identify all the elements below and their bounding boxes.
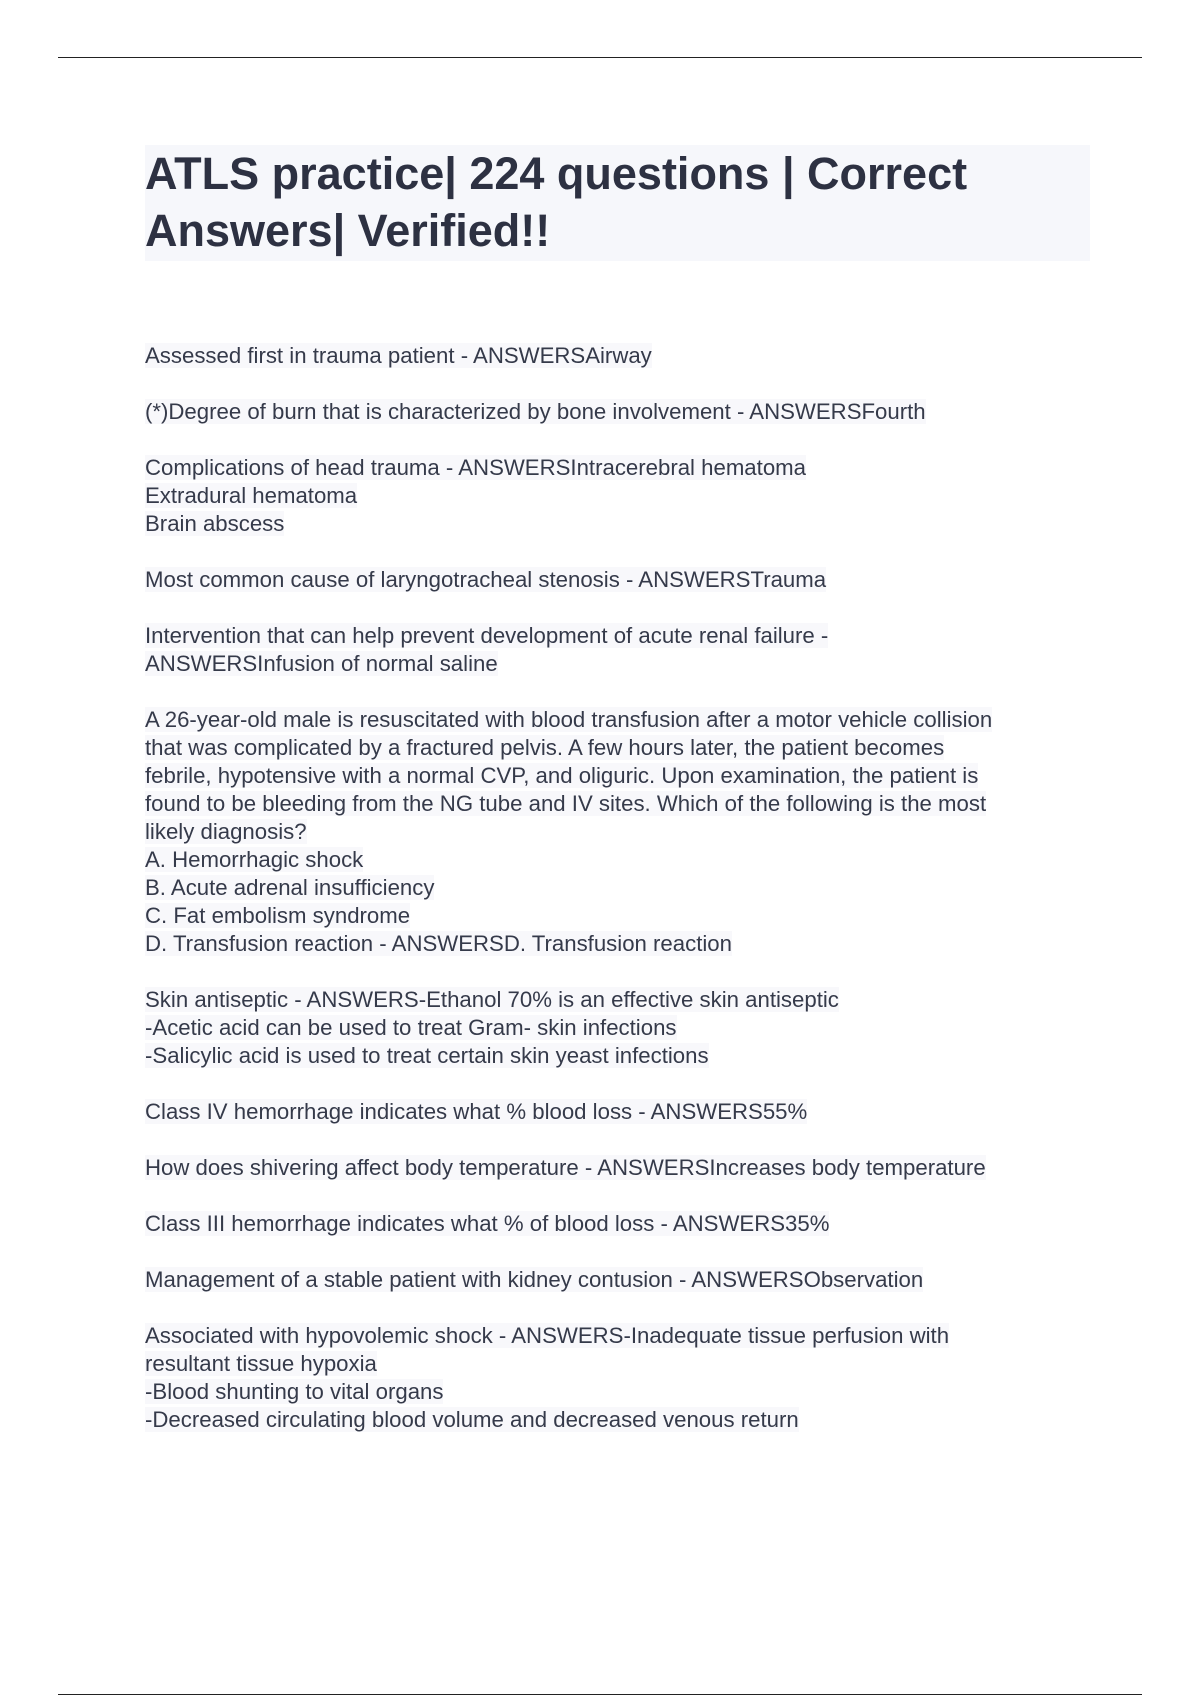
qa-item: Intervention that can help prevent development of acute renal failure - ANSWERSInfusion of normal saline xyxy=(145,623,829,676)
qa-item: Most common cause of laryngotracheal stenosis - ANSWERSTrauma xyxy=(145,567,827,592)
qa-item: Class III hemorrhage indicates what % of blood loss - ANSWERS35% xyxy=(145,1211,830,1236)
title-line-2: Answers| Verified!! xyxy=(145,205,551,256)
qa-item: Complications of head trauma - ANSWERSIntracerebral hematoma Extradural hematoma Brain abscess xyxy=(145,455,806,536)
title-line-1: ATLS practice| 224 questions | Correct xyxy=(145,148,968,199)
qa-item: Skin antiseptic - ANSWERS-Ethanol 70% is an effective skin antiseptic -Acetic acid can be used to treat Gram- skin infections -Salicylic acid is used to treat certain skin yeast infections xyxy=(145,987,839,1068)
document-body xyxy=(145,145,1090,1462)
top-rule xyxy=(58,57,1142,58)
qa-item: How does shivering affect body temperature - ANSWERSIncreases body temperature xyxy=(145,1155,986,1180)
qa-item: (*)Degree of burn that is characterized by bone involvement - ANSWERSFourth xyxy=(145,399,926,424)
document-title xyxy=(145,145,1090,261)
qa-item: A 26-year-old male is resuscitated with blood transfusion after a motor vehicle collision that was complicated by a fractured pelvis. A few hours later, the patient becomes febrile, hypotensive with a normal CVP, and oliguric. Upon examination, the patient is found to be bleeding from the NG tube and IV sites. Which of the following is the most likely diagnosis? A. Hemorrhagic shock B. Acute adrenal insufficiency C. Fat embolism syndrome D. Transfusion reaction - ANSWERSD. Transfusion reaction xyxy=(145,707,993,956)
bottom-rule xyxy=(58,1694,1142,1695)
qa-list xyxy=(145,342,1090,1434)
qa-item: Associated with hypovolemic shock - ANSWERS-Inadequate tissue perfusion with resultant tissue hypoxia -Blood shunting to vital organs -Decreased circulating blood volume and decreased venous return xyxy=(145,1323,950,1432)
qa-item: Management of a stable patient with kidney contusion - ANSWERSObservation xyxy=(145,1267,924,1292)
qa-item: Class IV hemorrhage indicates what % blood loss - ANSWERS55% xyxy=(145,1099,808,1124)
qa-item: Assessed first in trauma patient - ANSWERSAirway xyxy=(145,343,652,368)
